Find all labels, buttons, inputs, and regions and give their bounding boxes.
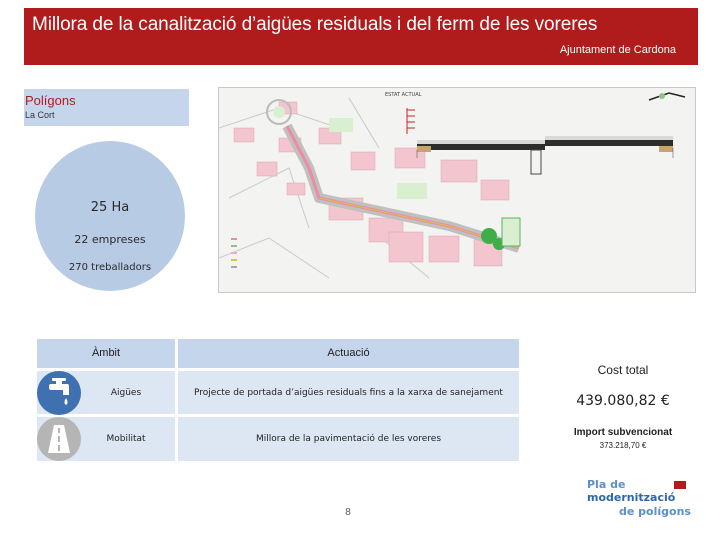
map-heading: ESTAT ACTUAL [385,92,422,98]
stats-circle [35,141,185,291]
table-row [37,371,175,414]
table-row [178,417,519,461]
program-logo [583,478,693,522]
table-row [178,371,519,414]
companies-stat: 22 empreses [74,233,146,246]
logo-line-1: Pla de [587,478,626,491]
header-ambit-label: Àmbit [91,347,121,359]
polygon-name: La Cort [25,110,55,120]
polygon-heading: Polígons [25,93,76,108]
table-header-actuacio [178,339,519,368]
row-actuacio: Projecte de portada d’aigües residuals fins a la xarxa de sanejament [194,388,503,398]
table-row [37,417,175,461]
subsidy-label: Import subvencionat [573,427,673,438]
workers-stat: 270 treballadors [68,262,152,273]
council-seal-icon [673,480,687,490]
page-title: Millora de la canalització d’aigües residuals i del ferm de les voreres [32,14,598,35]
site-map-drawing [219,88,696,293]
title-banner [24,8,698,65]
row-ambit: Aigües [110,388,142,398]
row-actuacio: Millora de la pavimentació de les voreres [255,434,442,444]
cost-value: 439.080,82 € [576,393,670,409]
page-number: 8 [345,507,351,518]
polygon-label-box [24,89,189,126]
site-map [218,87,696,293]
road-icon [37,417,81,461]
table-header-ambit [37,339,175,368]
logo-line-2: modernització [587,491,676,504]
organization-name: Ajuntament de Cardona [559,44,676,56]
row-ambit: Mobilitat [106,434,146,444]
header-actuacio-label: Actuació [327,347,370,359]
logo-line-3: de polígons [619,505,691,518]
area-stat: 25 Ha [90,200,130,215]
water-tap-icon [37,371,81,415]
cost-label: Cost total [597,363,649,377]
subsidy-value: 373.218,70 € [599,441,647,450]
